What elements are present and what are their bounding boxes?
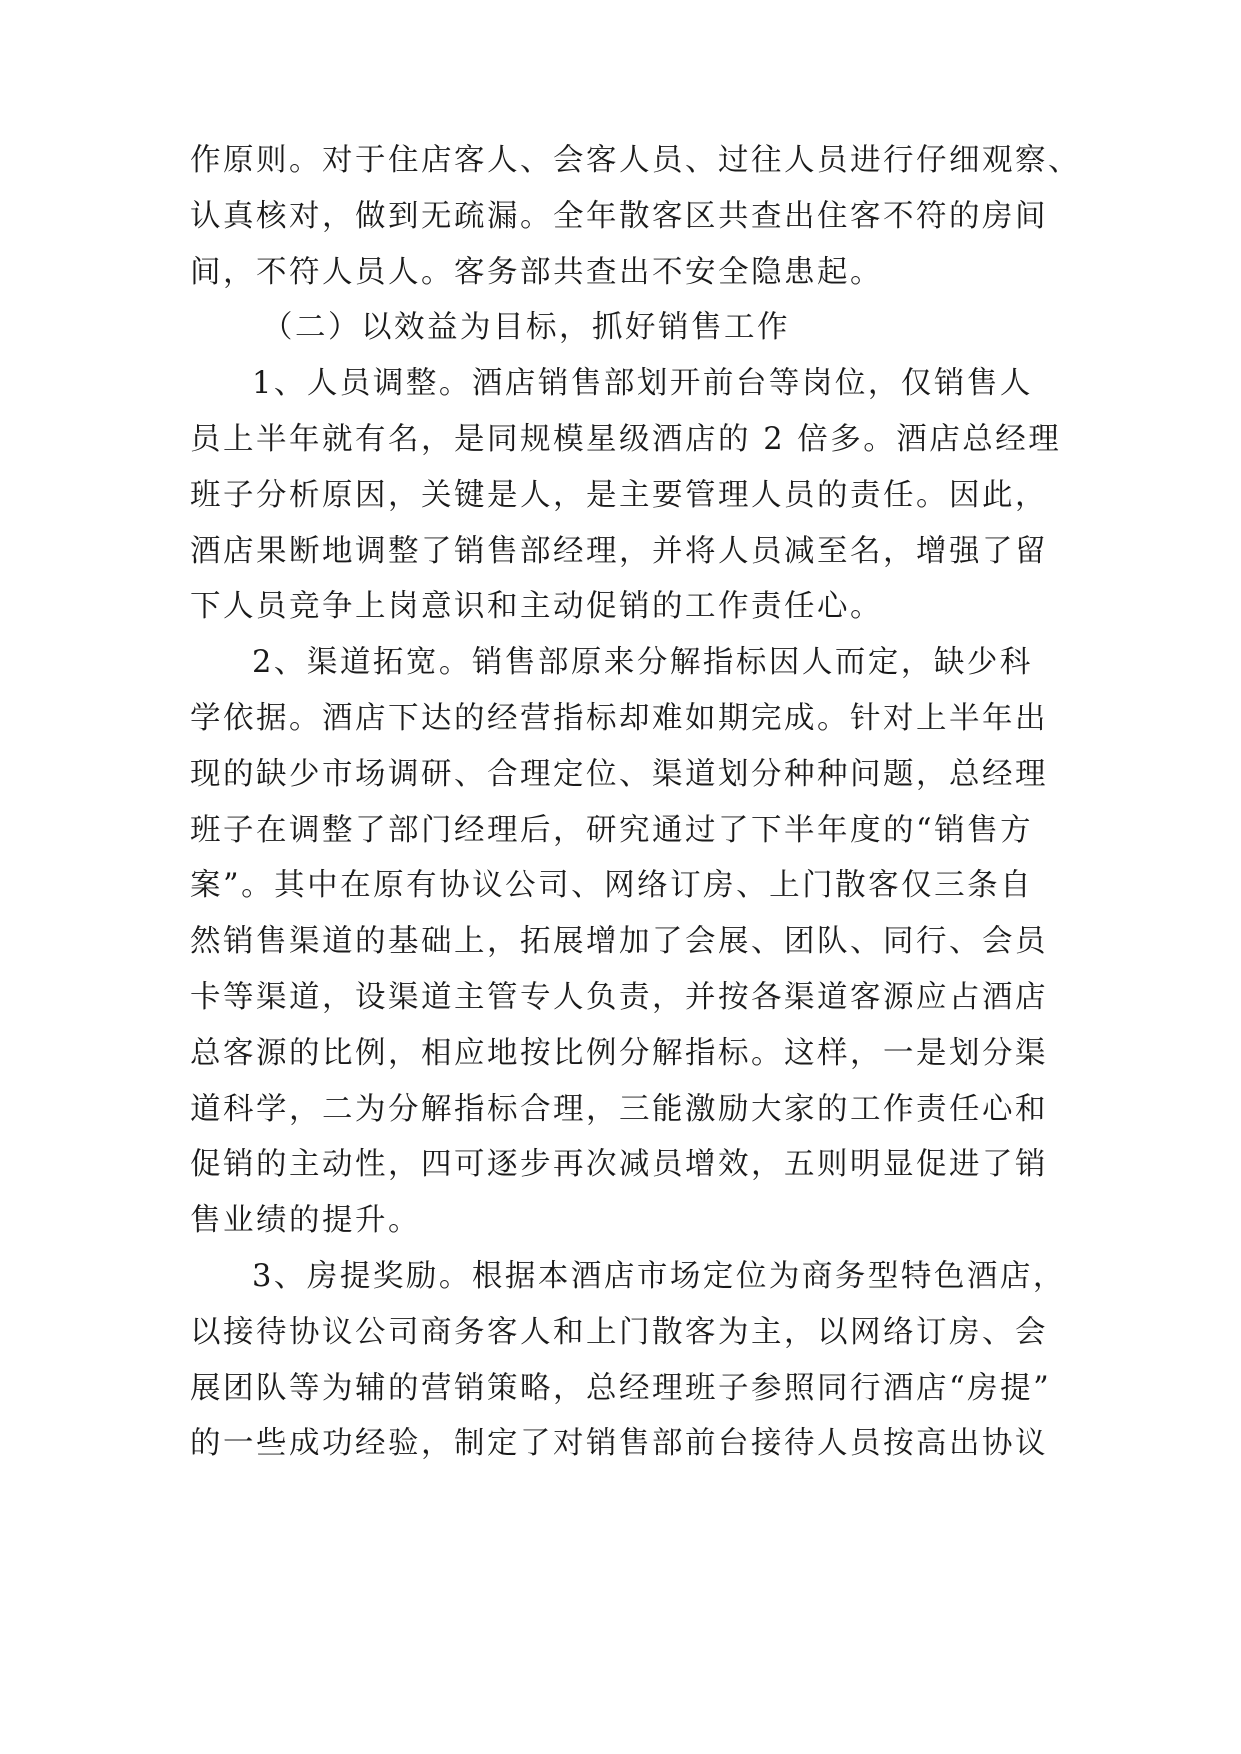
paragraph-line: 1、人员调整。酒店销售部划开前台等岗位，仅销售人	[252, 366, 1033, 402]
paragraph-line: 的一些成功经验，制定了对销售部前台接待人员按高出协议	[190, 1426, 1048, 1462]
paragraph-line: 酒店果断地调整了销售部经理，并将人员减至名，增强了留	[190, 533, 1048, 569]
paragraph-line: 间，不符人员人。客务部共查出不安全隐患起。	[190, 254, 883, 290]
paragraph-line: 2、渠道拓宽。销售部原来分解指标因人而定，缺少科	[252, 645, 1033, 681]
paragraph-line: 展团队等为辅的营销策略，总经理班子参照同行酒店“房提”	[190, 1370, 1052, 1406]
paragraph-line: 班子分析原因，关键是人，是主要管理人员的责任。因此，	[190, 477, 1048, 513]
paragraph-line: 现的缺少市场调研、合理定位、渠道划分种种问题，总经理	[190, 756, 1048, 792]
paragraph-line: 然销售渠道的基础上，拓展增加了会展、团队、同行、会员	[190, 924, 1048, 960]
paragraph-line: 以接待协议公司商务客人和上门散客为主，以网络订房、会	[190, 1314, 1048, 1350]
section-heading: （二）以效益为目标，抓好销售工作	[262, 310, 790, 346]
paragraph-line: 员上半年就有名，是同规模星级酒店的 2 倍多。酒店总经理	[190, 421, 1062, 457]
paragraph-line: 总客源的比例，相应地按比例分解指标。这样，一是划分渠	[190, 1035, 1048, 1071]
body-text	[190, 133, 1081, 1472]
paragraph-line: 案”。其中在原有协议公司、网络订房、上门散客仅三条自	[190, 868, 1034, 904]
paragraph-line: 班子在调整了部门经理后，研究通过了下半年度的“销售方	[190, 812, 1034, 848]
paragraph-line: 作原则。对于住店客人、会客人员、过往人员进行仔细观察、	[190, 143, 1081, 178]
paragraph-line: 卡等渠道，设渠道主管专人负责，并按各渠道客源应占酒店	[190, 979, 1048, 1015]
paragraph-line: 3、房提奖励。根据本酒店市场定位为商务型特色酒店，	[252, 1258, 1066, 1294]
paragraph-line: 道科学，二为分解指标合理，三能激励大家的工作责任心和	[190, 1091, 1048, 1127]
paragraph-line: 认真核对，做到无疏漏。全年散客区共查出住客不符的房间	[190, 198, 1048, 234]
paragraph-line: 促销的主动性，四可逐步再次减员增效，五则明显促进了销	[190, 1147, 1048, 1183]
paragraph-line: 学依据。酒店下达的经营指标却难如期完成。针对上半年出	[190, 700, 1048, 736]
paragraph-line: 下人员竞争上岗意识和主动促销的工作责任心。	[190, 589, 883, 625]
paragraph-line: 售业绩的提升。	[190, 1203, 421, 1239]
